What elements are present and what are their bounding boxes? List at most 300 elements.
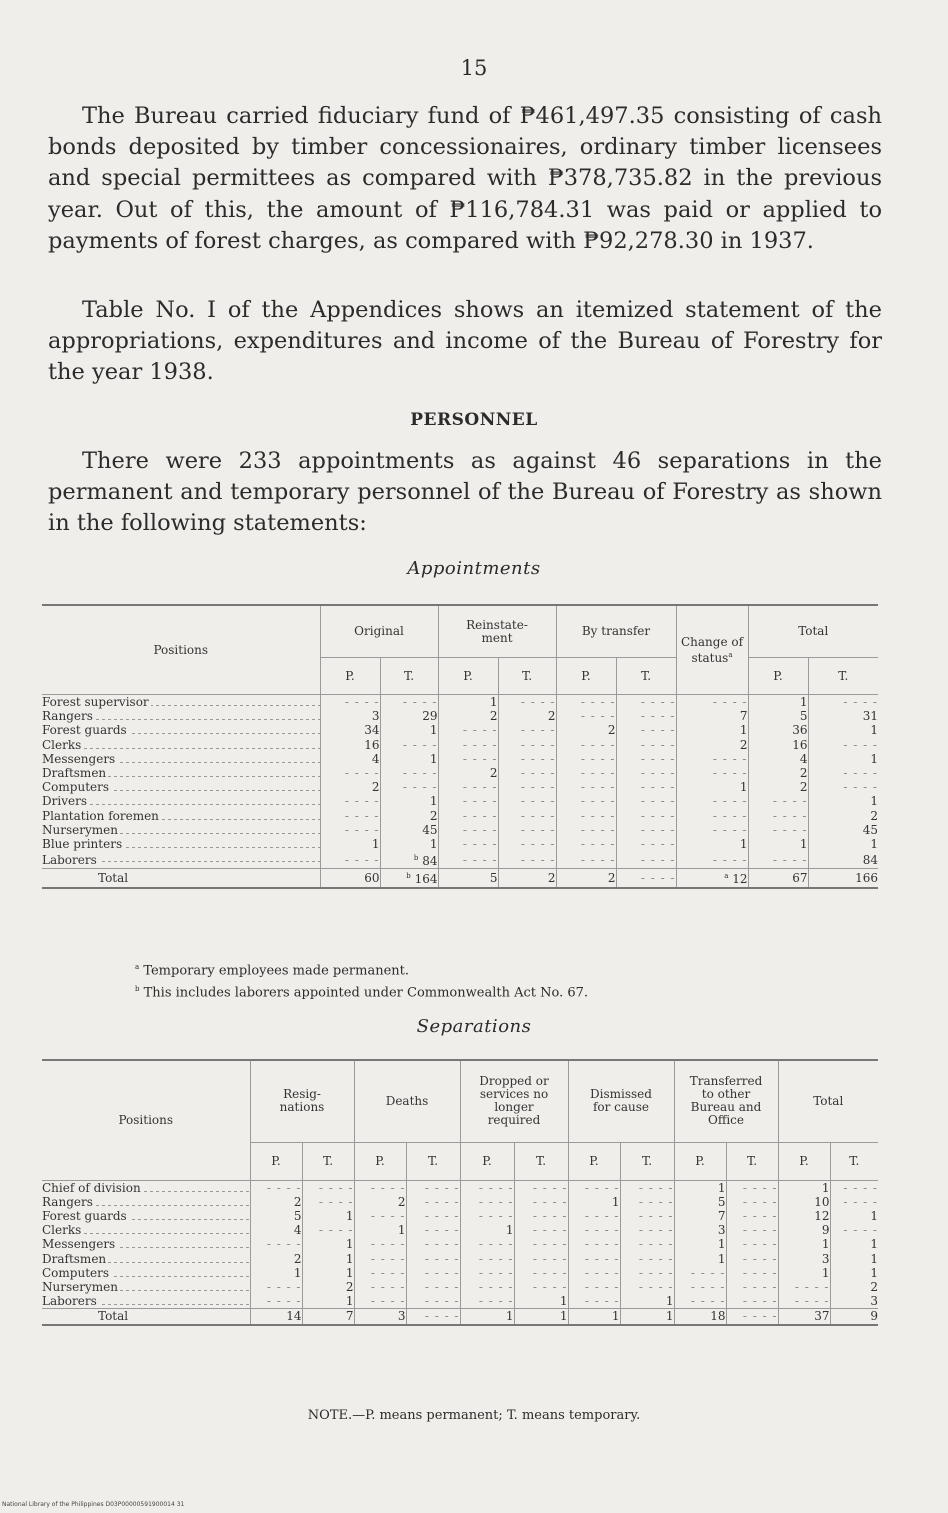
appt-empty-cell-leader: - - - -: [462, 723, 498, 738]
appt-subheader-t: T.: [498, 658, 556, 695]
sep-cell: [514, 1209, 568, 1223]
appt-empty-cell-leader: - - - -: [402, 766, 438, 781]
sep-cell-value: 1: [293, 1265, 302, 1280]
appt-cell-value: 2: [739, 737, 748, 752]
sep-cell-value: 1: [345, 1208, 354, 1223]
appointments-caption: Appointments: [407, 558, 541, 579]
sep-row: [42, 1237, 878, 1251]
sep-position-name: [42, 1237, 250, 1251]
sep-cell: [568, 1180, 620, 1195]
appt-cell-value: 2: [371, 780, 380, 795]
sep-cell: [514, 1294, 568, 1309]
appt-cell-value: 1: [739, 780, 748, 795]
appt-cell: [676, 766, 748, 780]
sep-position-name: [42, 1223, 250, 1237]
appt-cell: [438, 695, 498, 710]
appt-cell: [556, 823, 616, 837]
sep-cell: [620, 1309, 674, 1325]
sep-cell: [830, 1294, 878, 1309]
sep-cell-value: 1: [611, 1194, 620, 1209]
appt-cell: [556, 709, 616, 723]
appt-position-name: [42, 766, 320, 780]
sep-cell: [250, 1280, 302, 1294]
sep-position-name: [42, 1266, 250, 1280]
sep-row: [42, 1294, 878, 1309]
sep-cell: [460, 1266, 514, 1280]
sep-empty-cell-leader: - - - -: [478, 1265, 514, 1280]
appt-cell-value: 3: [371, 709, 380, 724]
appt-cell: [556, 723, 616, 737]
appt-empty-cell-leader: - - - -: [712, 751, 748, 766]
appt-cell: [808, 851, 878, 869]
appt-cell-value: 34: [364, 723, 380, 738]
sep-row: [42, 1209, 878, 1223]
sep-cell: [250, 1252, 302, 1266]
sep-cell: [354, 1294, 406, 1309]
sep-row: [42, 1223, 878, 1237]
appt-cell: [748, 851, 808, 869]
sep-cell: [514, 1223, 568, 1237]
appt-empty-cell-leader: - - - -: [462, 737, 498, 752]
appt-cell: [320, 766, 380, 780]
sep-cell: [302, 1309, 354, 1325]
appt-empty-cell-leader: - - - -: [580, 780, 616, 795]
appt-cell: [438, 823, 498, 837]
sep-cell: [620, 1209, 674, 1223]
sep-cell: [460, 1309, 514, 1325]
sep-position-label: Messengers: [42, 1237, 116, 1252]
sep-cell: [302, 1294, 354, 1309]
appt-cell: [380, 780, 438, 794]
appt-empty-cell-leader: - - - -: [640, 723, 676, 738]
appt-cell: [676, 809, 748, 823]
sep-cell: [354, 1252, 406, 1266]
appt-cell-value: 67: [792, 870, 808, 885]
appt-position-label: Draftsmen: [42, 766, 107, 781]
appt-cell: [498, 709, 556, 723]
sep-cell: [406, 1252, 460, 1266]
sep-cell-value: 2: [870, 1279, 878, 1294]
sep-cell: [302, 1195, 354, 1209]
appt-cell: [616, 723, 676, 737]
appt-cell: [748, 837, 808, 851]
sep-header-total: Total: [778, 1060, 878, 1142]
appt-cell-value: 2: [870, 808, 878, 823]
appt-subheader-t: T.: [838, 668, 849, 683]
footnote-b-text: This includes laborers appointed under Commonwealth Act No. 67.: [143, 985, 589, 1001]
sep-cell-value: 1: [505, 1223, 514, 1238]
appt-position-name: [42, 723, 320, 737]
appt-empty-cell-leader: - - - -: [843, 780, 878, 795]
sep-cell: [620, 1252, 674, 1266]
appt-empty-cell-leader: - - - -: [580, 808, 616, 823]
appt-cell: [676, 723, 748, 737]
appt-position-label: Nurserymen: [42, 822, 118, 837]
appt-empty-cell-leader: - - - -: [402, 737, 438, 752]
sep-cell: [778, 1266, 830, 1280]
sep-empty-cell-leader: - - - -: [370, 1251, 406, 1266]
sep-empty-cell-leader: - - - -: [424, 1309, 460, 1324]
appt-cell: [676, 695, 748, 710]
appt-empty-cell-leader: - - - -: [462, 837, 498, 852]
paragraph-fiduciary-fund-text: The Bureau carried fiduciary fund of ₱461,497.35 consisting of cash bonds deposited by timber concessionaires, ordinary timber licensees and special permittees as compared with ₱378,735.82 in the previous year. Out of this, the amount of ₱116,784.31 was paid or applied to payments of forest charges, as compared with ₱92,278.30 in 1937.: [48, 103, 882, 254]
appt-cell-value: 1: [739, 837, 748, 852]
sep-cell: [250, 1223, 302, 1237]
sep-cell: [302, 1280, 354, 1294]
appt-cell-value: 2: [547, 870, 556, 885]
appt-cell: [616, 869, 676, 888]
appt-cell: [438, 794, 498, 808]
paragraph-fiduciary-fund: [48, 101, 882, 257]
appt-position-label: Plantation foremen: [42, 808, 159, 823]
sep-cell: [354, 1223, 406, 1237]
sep-cell: [354, 1237, 406, 1251]
appt-empty-cell-leader: - - - -: [580, 794, 616, 809]
sep-empty-cell-leader: - - - -: [478, 1279, 514, 1294]
sep-empty-cell-leader: - - - -: [370, 1237, 406, 1252]
table-note: NOTE.—P. means permanent; T. means temporary.: [307, 1408, 641, 1423]
sep-cell-value: 2: [397, 1194, 406, 1209]
appt-cell: [498, 869, 556, 888]
sep-cell: [460, 1180, 514, 1195]
sep-cell-value: 12: [814, 1208, 830, 1223]
sep-subheader-p: P.: [354, 1142, 406, 1180]
appt-cell: [556, 837, 616, 851]
sep-empty-cell-leader: - - - -: [638, 1251, 674, 1266]
sep-empty-cell-leader: - - - -: [424, 1208, 460, 1223]
sep-empty-cell-leader: - - - -: [370, 1208, 406, 1223]
appt-cell: [498, 794, 556, 808]
appt-subheader-p: P.: [748, 658, 808, 695]
sep-empty-cell-leader: - - - -: [532, 1208, 568, 1223]
appt-empty-cell-leader: - - - -: [772, 822, 808, 837]
appt-cell: [498, 723, 556, 737]
appt-row: [42, 738, 878, 752]
sep-cell-value: 1: [717, 1237, 726, 1252]
sep-cell: [514, 1252, 568, 1266]
sep-cell: [830, 1309, 878, 1325]
appt-empty-cell-leader: - - - -: [712, 808, 748, 823]
sep-position-name: [42, 1309, 250, 1325]
sep-cell: [406, 1280, 460, 1294]
appt-cell: [320, 851, 380, 869]
sep-subheader-p: P.: [778, 1142, 830, 1180]
appt-cell-value: 1: [371, 837, 380, 852]
appt-cell: [438, 809, 498, 823]
appt-cell: [320, 794, 380, 808]
sep-total-row: [42, 1309, 878, 1325]
sep-cell: [302, 1223, 354, 1237]
sep-cell: [514, 1237, 568, 1251]
appt-empty-cell-leader: - - - -: [462, 794, 498, 809]
sep-cell-value: 1: [665, 1294, 674, 1309]
sep-cell: [354, 1195, 406, 1209]
footnote-a-mark: a: [135, 963, 140, 971]
appt-cell: [320, 738, 380, 752]
sep-cell: [830, 1280, 878, 1294]
sep-subheader-t: T.: [849, 1153, 860, 1168]
sep-empty-cell-leader: - - - -: [638, 1194, 674, 1209]
appt-cell: [320, 780, 380, 794]
appt-subheader-p: P.: [320, 658, 380, 695]
sep-cell-value: 14: [286, 1309, 302, 1324]
sep-subheader-t: T.: [514, 1142, 568, 1180]
appt-empty-cell-leader: - - - -: [344, 808, 380, 823]
sep-cell: [250, 1266, 302, 1280]
sep-cell-value: 1: [821, 1237, 830, 1252]
sep-header-deaths: Deaths: [354, 1060, 460, 1142]
sep-empty-cell-leader: - - - -: [478, 1237, 514, 1252]
appt-empty-cell-leader: - - - -: [640, 780, 676, 795]
appt-cell-value: 84: [862, 852, 878, 867]
sep-header-dropped: Dropped or services no longer required: [460, 1060, 568, 1142]
sep-empty-cell-leader: - - - -: [266, 1237, 302, 1252]
sep-row: [42, 1195, 878, 1209]
sep-empty-cell-leader: - - - -: [638, 1279, 674, 1294]
sep-empty-cell-leader: - - - -: [318, 1180, 354, 1195]
appt-cell-value: 166: [855, 870, 878, 885]
sep-cell: [674, 1252, 726, 1266]
sep-cell: [778, 1209, 830, 1223]
sep-cell-value: 2: [345, 1279, 354, 1294]
appt-cell-value: 1: [870, 794, 878, 809]
sep-empty-cell-leader: - - - -: [532, 1251, 568, 1266]
appt-cell-value: 84: [422, 854, 438, 869]
sep-position-label: Clerks: [42, 1223, 82, 1238]
appt-empty-cell-leader: - - - -: [344, 852, 380, 867]
appt-position-label: Rangers: [42, 709, 93, 724]
appt-cell-value: 7: [739, 709, 748, 724]
appt-cell: [320, 809, 380, 823]
sep-cell: [620, 1223, 674, 1237]
appt-empty-cell-leader: - - - -: [462, 852, 498, 867]
appt-cell: [748, 752, 808, 766]
appt-cell-value: 2: [547, 709, 556, 724]
appt-cell: [748, 766, 808, 780]
appt-cell-value: 2: [799, 766, 808, 781]
appt-cell: [616, 823, 676, 837]
sep-cell: [406, 1266, 460, 1280]
appt-cell: [616, 794, 676, 808]
appt-cell: [380, 794, 438, 808]
appt-cell: [748, 809, 808, 823]
appt-row: [42, 851, 878, 869]
appt-empty-cell-leader: - - - -: [344, 766, 380, 781]
sep-empty-cell-leader: - - - -: [424, 1251, 460, 1266]
sep-cell-value: 4: [293, 1223, 302, 1238]
appt-cell-value: 5: [799, 709, 808, 724]
archive-stamp: National Library of the Philippines D03P00000591900014 31: [2, 1501, 185, 1508]
sep-cell-value: 3: [821, 1251, 830, 1266]
appt-position-label: Messengers: [42, 751, 116, 766]
appt-cell: [616, 851, 676, 869]
sep-cell-value: 1: [611, 1309, 620, 1324]
sep-empty-cell-leader: - - - -: [638, 1180, 674, 1195]
appt-empty-cell-leader: - - - -: [772, 852, 808, 867]
appt-cell: [556, 738, 616, 752]
appt-cell: [808, 766, 878, 780]
sep-cell: [406, 1294, 460, 1309]
sep-cell: [778, 1237, 830, 1251]
sep-cell: [568, 1294, 620, 1309]
sep-cell: [568, 1309, 620, 1325]
appt-empty-cell-leader: - - - -: [772, 794, 808, 809]
sep-empty-cell-leader: - - - -: [843, 1223, 878, 1238]
sep-subheader-p: P.: [460, 1142, 514, 1180]
appt-cell: [808, 723, 878, 737]
appt-cell: [616, 752, 676, 766]
appt-cell: [616, 809, 676, 823]
appt-header-original: Original: [320, 605, 438, 658]
sep-cell: [568, 1209, 620, 1223]
sep-header-resignations: Resig- nations: [250, 1060, 354, 1142]
sep-empty-cell-leader: - - - -: [742, 1180, 778, 1195]
sep-cell: [674, 1195, 726, 1209]
sep-empty-cell-leader: - - - -: [478, 1294, 514, 1309]
appt-cell-value: 16: [364, 737, 380, 752]
sep-cell: [568, 1195, 620, 1209]
appt-empty-cell-leader: - - - -: [580, 766, 616, 781]
appt-subheader-p: P.: [438, 658, 498, 695]
separations-table: [42, 1059, 878, 1326]
appt-cell: [676, 794, 748, 808]
appt-empty-cell-leader: - - - -: [712, 852, 748, 867]
sep-header-positions: Positions: [42, 1060, 250, 1180]
appt-cell: [676, 709, 748, 723]
sep-cell: [726, 1266, 778, 1280]
appt-position-name: [42, 851, 320, 869]
sep-empty-cell-leader: - - - -: [690, 1265, 726, 1280]
appt-cell: [676, 780, 748, 794]
appt-empty-cell-leader: - - - -: [520, 808, 556, 823]
sep-empty-cell-leader: - - - -: [843, 1194, 878, 1209]
sep-cell: [726, 1180, 778, 1195]
sep-cell: [460, 1294, 514, 1309]
sep-cell: [830, 1195, 878, 1209]
appt-empty-cell-leader: - - - -: [712, 794, 748, 809]
sep-cell: [726, 1195, 778, 1209]
sep-row: [42, 1266, 878, 1280]
sep-cell-value: 1: [665, 1309, 674, 1324]
appt-empty-cell-leader: - - - -: [462, 780, 498, 795]
sep-cell: [830, 1266, 878, 1280]
appt-empty-cell-leader: - - - -: [520, 751, 556, 766]
appt-position-name: [42, 709, 320, 723]
sep-empty-cell-leader: - - - -: [318, 1223, 354, 1238]
appt-cell-value: 12: [732, 872, 748, 887]
sep-cell: [778, 1309, 830, 1325]
sep-cell: [514, 1280, 568, 1294]
sep-subheader-p: P.: [568, 1142, 620, 1180]
appt-cell: [438, 723, 498, 737]
footnote-a-text: Temporary employees made permanent.: [143, 963, 410, 979]
sep-empty-cell-leader: - - - -: [318, 1194, 354, 1209]
sep-cell: [460, 1237, 514, 1251]
sep-cell: [302, 1237, 354, 1251]
appt-cell-value: 36: [792, 723, 808, 738]
appt-cell-value: 1: [739, 723, 748, 738]
appt-cell: [556, 695, 616, 710]
appt-cell: [320, 869, 380, 888]
appt-cell: [498, 851, 556, 869]
appt-header-reinstatement: Reinstate- ment: [438, 605, 556, 658]
appt-header-by-transfer: By transfer: [556, 605, 676, 658]
sep-cell: [778, 1280, 830, 1294]
separations-caption: Separations: [416, 1016, 532, 1037]
sep-cell-value: 1: [870, 1237, 878, 1252]
sep-cell: [568, 1237, 620, 1251]
sep-empty-cell-leader: - - - -: [742, 1237, 778, 1252]
appt-empty-cell-leader: - - - -: [462, 822, 498, 837]
appt-empty-cell-leader: - - - -: [520, 852, 556, 867]
appt-cell: [320, 709, 380, 723]
sep-empty-cell-leader: - - - -: [478, 1208, 514, 1223]
appt-cell: [320, 752, 380, 766]
sep-cell: [406, 1309, 460, 1325]
sep-cell: [514, 1266, 568, 1280]
appt-cell: [498, 738, 556, 752]
appt-cell-value: 164: [414, 872, 438, 887]
sep-cell-value: 1: [345, 1265, 354, 1280]
appt-cell: [556, 809, 616, 823]
appt-cell: [808, 695, 878, 710]
appt-cell: [438, 837, 498, 851]
appt-empty-cell-leader: - - - -: [344, 794, 380, 809]
appt-header-change-of-status-label: Change of status: [680, 634, 744, 665]
sep-empty-cell-leader: - - - -: [794, 1279, 830, 1294]
appt-cell: [556, 869, 616, 888]
appt-cell: [748, 738, 808, 752]
sep-cell: [406, 1180, 460, 1195]
appt-header-total: Total: [748, 605, 878, 658]
sep-cell-value: 1: [870, 1251, 878, 1266]
sep-cell: [674, 1309, 726, 1325]
appt-empty-cell-leader: - - - -: [520, 837, 556, 852]
sep-empty-cell-leader: - - - -: [794, 1294, 830, 1309]
appt-cell: [616, 709, 676, 723]
appt-empty-cell-leader: - - - -: [520, 737, 556, 752]
appt-cell-value: 1: [429, 837, 438, 852]
sep-cell: [250, 1180, 302, 1195]
appt-empty-cell-leader: - - - -: [520, 780, 556, 795]
sep-empty-cell-leader: - - - -: [742, 1223, 778, 1238]
sep-empty-cell-leader: - - - -: [584, 1251, 620, 1266]
sep-position-label: Forest guards: [42, 1208, 127, 1223]
appt-row: [42, 766, 878, 780]
sep-cell-value: 9: [870, 1309, 878, 1324]
appt-cell: [676, 752, 748, 766]
sep-empty-cell-leader: - - - -: [638, 1265, 674, 1280]
sep-empty-cell-leader: - - - -: [638, 1223, 674, 1238]
appt-empty-cell-leader: - - - -: [580, 852, 616, 867]
appt-empty-cell-leader: - - - -: [640, 766, 676, 781]
sep-cell: [406, 1209, 460, 1223]
sep-cell-value: 10: [814, 1194, 830, 1209]
sep-empty-cell-leader: - - - -: [424, 1180, 460, 1195]
appt-empty-cell-leader: - - - -: [462, 808, 498, 823]
sep-cell-value: 1: [345, 1251, 354, 1266]
appt-empty-cell-leader: - - - -: [843, 766, 878, 781]
sep-cell: [354, 1180, 406, 1195]
sep-cell-value: 5: [293, 1208, 302, 1223]
sep-cell: [406, 1237, 460, 1251]
appt-cell-value: 2: [489, 766, 498, 781]
appt-cell: [808, 738, 878, 752]
sep-cell: [568, 1223, 620, 1237]
appt-cell: [808, 780, 878, 794]
appt-empty-cell-leader: - - - -: [580, 709, 616, 724]
sep-empty-cell-leader: - - - -: [584, 1223, 620, 1238]
